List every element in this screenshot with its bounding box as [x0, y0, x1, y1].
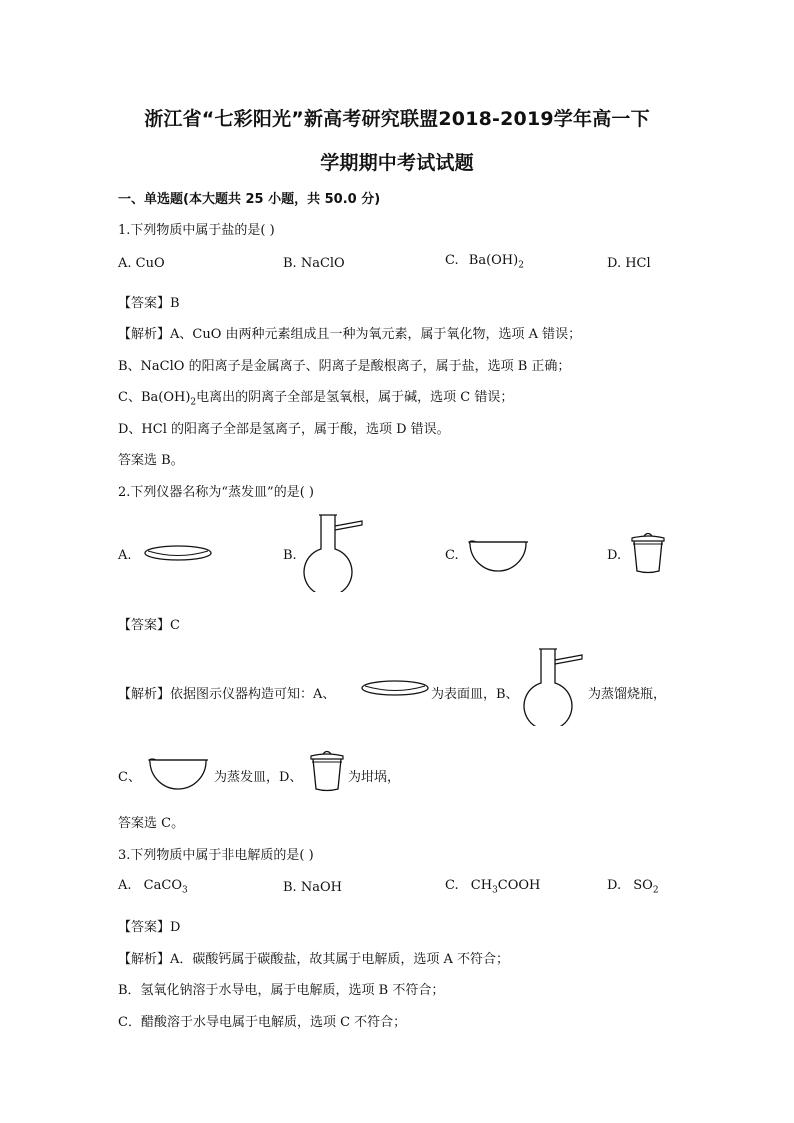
q1-analysis-3-sub: 2: [190, 397, 197, 408]
evaporating-dish-icon: [146, 754, 212, 790]
q1-analysis-3-pre: C、Ba(OH): [118, 390, 191, 405]
doc-title-line1: 浙江省“七彩阳光”新高考研究联盟2018-2019学年高一下: [144, 108, 650, 130]
q3-analysis-3: C．醋酸溶于水导电属于电解质，选项 C 不符合；: [118, 1015, 407, 1030]
q3-option-a: [118, 878, 188, 896]
q2-option-c: C.: [445, 548, 459, 563]
q2-option-b: B.: [283, 548, 297, 563]
q3-option-c-sub: 3: [492, 885, 498, 896]
q1-stem: 1.下列物质中属于盐的是( ): [118, 223, 275, 238]
q3-option-d: [607, 878, 659, 896]
q1-option-c: [445, 253, 524, 271]
q3-option-d-label: D.: [607, 878, 622, 893]
q3-option-c: [445, 878, 540, 896]
q3-option-c-pre: CH: [470, 878, 493, 893]
q1-option-a: A. CuO: [118, 256, 165, 271]
q3-option-a-sub: 3: [181, 885, 188, 896]
crucible-icon: [307, 748, 347, 794]
q1-analysis-2: B、NaClO 的阳离子是金属离子、阴离子是酸根离子，属于盐，选项 B 正确；: [118, 359, 571, 374]
q1-option-c-label: C.: [445, 253, 459, 268]
q3-option-d-formula: SO: [633, 878, 653, 893]
q2-option-a: A.: [118, 548, 132, 563]
q2-analysis-b: 为蒸馏烧瓶，: [588, 687, 667, 702]
doc-title-line2: 学期期中考试试题: [320, 152, 474, 174]
q1-option-c-sub: 2: [518, 260, 524, 271]
q1-option-d: D. HCl: [607, 256, 651, 271]
crucible-icon: [628, 530, 668, 576]
q2-option-d: D.: [607, 548, 622, 563]
q2-analysis-c-pre: C、: [118, 770, 141, 785]
q3-analysis-1: 【解析】A．碳酸钙属于碳酸盐，故其属于电解质，选项 A 不符合；: [118, 952, 510, 967]
q2-analysis-c: 为蒸发皿，D、: [214, 770, 303, 785]
q3-option-b: B. NaOH: [283, 880, 342, 895]
q3-option-c-post: COOH: [497, 878, 541, 893]
q2-stem: 2.下列仪器名称为“蒸发皿”的是( ): [118, 485, 314, 500]
q1-option-c-formula: Ba(OH): [468, 253, 519, 268]
q1-answer: 【答案】B: [118, 296, 180, 311]
q2-analysis-d: 为坩埚，: [348, 770, 401, 785]
q3-option-d-sub: 2: [652, 885, 659, 896]
q1-option-b: B. NaClO: [283, 256, 345, 271]
watch-glass-icon: [142, 542, 214, 564]
q3-option-c-label: C.: [445, 878, 459, 893]
q1-analysis-3-post: 电离出的阴离子全部是氢氧根，属于碱，选项 C 错误；: [196, 390, 514, 405]
q3-option-a-label: A.: [118, 878, 132, 893]
q2-analysis-pre: 【解析】依据图示仪器构造可知：A、: [118, 687, 336, 702]
q1-analysis-4: D、HCl 的阳离子全部是氢离子，属于酸，选项 D 错误。: [118, 422, 450, 437]
distilling-flask-icon: [300, 512, 366, 592]
distilling-flask-icon: [520, 646, 586, 726]
section-heading: 一、单选题(本大题共 25 小题，共 50.0 分): [118, 192, 381, 207]
evaporating-dish-icon: [466, 536, 532, 572]
q3-stem: 3.下列物质中属于非电解质的是( ): [118, 848, 314, 863]
q1-analysis-3: [118, 386, 513, 408]
q3-analysis-2: B．氢氧化钠溶于水导电，属于电解质，选项 B 不符合；: [118, 983, 445, 998]
q3-option-a-formula: CaCO: [143, 878, 182, 893]
q2-conclusion: 答案选 C。: [118, 816, 185, 831]
watch-glass-icon: [359, 677, 431, 699]
q3-answer: 【答案】D: [118, 920, 181, 935]
q2-analysis-a: 为表面皿，B、: [431, 687, 519, 702]
q1-analysis-1: 【解析】A、CuO 由两种元素组成且一种为氧元素，属于氧化物，选项 A 错误；: [118, 327, 582, 342]
q2-answer: 【答案】C: [118, 618, 180, 633]
q1-conclusion: 答案选 B。: [118, 453, 184, 468]
